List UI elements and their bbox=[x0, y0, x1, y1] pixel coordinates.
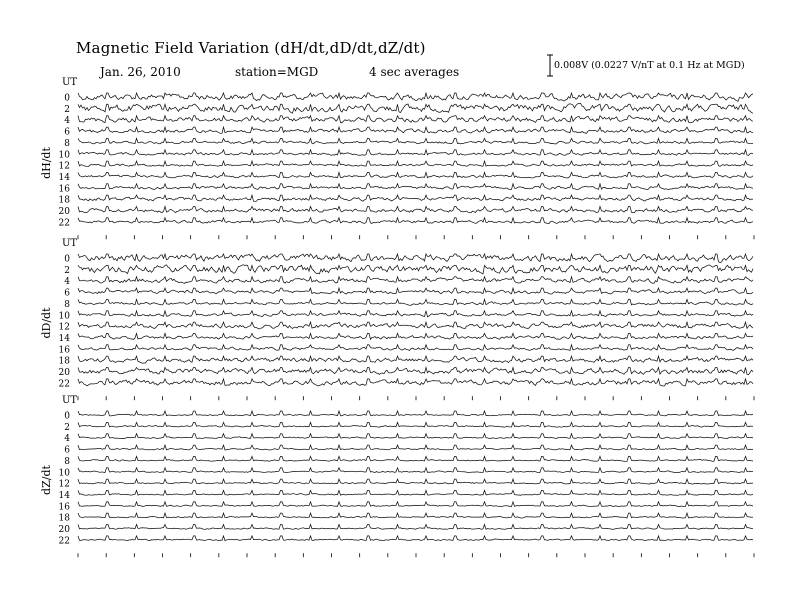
tick-label: 8 bbox=[64, 299, 70, 310]
tick-label: 10 bbox=[58, 311, 70, 322]
chart-title: Magnetic Field Variation (dH/dt,dD/dt,dZ/dt) bbox=[76, 39, 426, 57]
series-trace bbox=[78, 536, 753, 541]
averages-label: 4 sec averages bbox=[369, 65, 460, 79]
scale-label: 0.008V (0.0227 V/nT at 0.1 Hz at MGD) bbox=[554, 60, 745, 71]
tick-label: 12 bbox=[58, 161, 70, 172]
series-trace bbox=[78, 379, 753, 386]
series-trace bbox=[78, 525, 753, 530]
series-trace bbox=[78, 456, 753, 461]
axis-label: dH/dt bbox=[40, 147, 53, 179]
series-trace bbox=[78, 434, 753, 439]
series-trace bbox=[78, 311, 753, 317]
tick-label: 10 bbox=[58, 468, 70, 479]
series-trace bbox=[78, 422, 753, 427]
series-trace bbox=[78, 93, 753, 101]
series-trace bbox=[78, 288, 753, 294]
tick-label: 6 bbox=[64, 127, 70, 138]
series-trace bbox=[78, 127, 753, 133]
tick-label: 12 bbox=[58, 322, 70, 333]
tick-label: 16 bbox=[58, 345, 70, 356]
series-trace bbox=[78, 322, 753, 329]
axis-label: dZ/dt bbox=[40, 465, 53, 495]
tick-label: 22 bbox=[58, 379, 70, 390]
ut-header: UT bbox=[62, 77, 78, 88]
tick-label: 2 bbox=[64, 265, 70, 276]
tick-label: 0 bbox=[64, 254, 70, 265]
tick-label: 18 bbox=[58, 513, 70, 524]
series-trace bbox=[78, 207, 753, 213]
tick-label: 4 bbox=[64, 116, 70, 127]
tick-label: 20 bbox=[58, 525, 70, 535]
tick-label: 20 bbox=[58, 207, 70, 217]
series-trace bbox=[78, 116, 753, 123]
series-trace bbox=[78, 345, 753, 351]
series-trace bbox=[78, 333, 753, 339]
tick-label: 4 bbox=[64, 277, 70, 288]
series-trace bbox=[78, 445, 753, 450]
tick-label: 14 bbox=[58, 172, 70, 183]
ut-header: UT bbox=[62, 395, 78, 406]
series-trace bbox=[78, 265, 753, 274]
series-trace bbox=[78, 277, 753, 284]
tick-label: 16 bbox=[58, 184, 70, 195]
station-label: station=MGD bbox=[235, 65, 319, 79]
series-trace bbox=[78, 468, 753, 473]
series-trace bbox=[78, 411, 753, 416]
tick-label: 14 bbox=[58, 490, 70, 501]
tick-label: 2 bbox=[64, 104, 70, 115]
tick-label: 6 bbox=[64, 288, 70, 299]
series-trace bbox=[78, 161, 753, 166]
series-trace bbox=[78, 138, 753, 144]
series-trace bbox=[78, 218, 753, 224]
tick-label: 8 bbox=[64, 138, 70, 149]
tick-label: 10 bbox=[58, 150, 70, 161]
tick-label: 0 bbox=[64, 411, 70, 422]
tick-label: 14 bbox=[58, 333, 70, 344]
series-trace bbox=[78, 513, 753, 518]
series-trace bbox=[78, 254, 753, 263]
tick-label: 2 bbox=[64, 422, 70, 433]
tick-label: 18 bbox=[58, 356, 70, 367]
tick-label: 6 bbox=[64, 445, 70, 456]
series-trace bbox=[78, 103, 753, 113]
series-trace bbox=[78, 356, 753, 363]
tick-label: 16 bbox=[58, 502, 70, 513]
series-trace bbox=[78, 172, 753, 178]
tick-label: 8 bbox=[64, 456, 70, 467]
series-trace bbox=[78, 184, 753, 190]
series-trace bbox=[78, 299, 753, 305]
tick-label: 22 bbox=[58, 218, 70, 229]
series-trace bbox=[78, 479, 753, 484]
tick-label: 18 bbox=[58, 195, 70, 206]
tick-label: 12 bbox=[58, 479, 70, 490]
tick-label: 0 bbox=[64, 93, 70, 104]
series-trace bbox=[78, 490, 753, 495]
tick-label: 22 bbox=[58, 536, 70, 547]
tick-label: 4 bbox=[64, 434, 70, 445]
series-trace bbox=[78, 195, 753, 201]
date-label: Jan. 26, 2010 bbox=[100, 65, 181, 79]
series-trace bbox=[78, 368, 753, 375]
axis-label: dD/dt bbox=[40, 307, 53, 339]
series-trace bbox=[78, 502, 753, 507]
ut-header: UT bbox=[62, 238, 78, 249]
tick-label: 20 bbox=[58, 368, 70, 378]
series-trace bbox=[78, 150, 753, 156]
